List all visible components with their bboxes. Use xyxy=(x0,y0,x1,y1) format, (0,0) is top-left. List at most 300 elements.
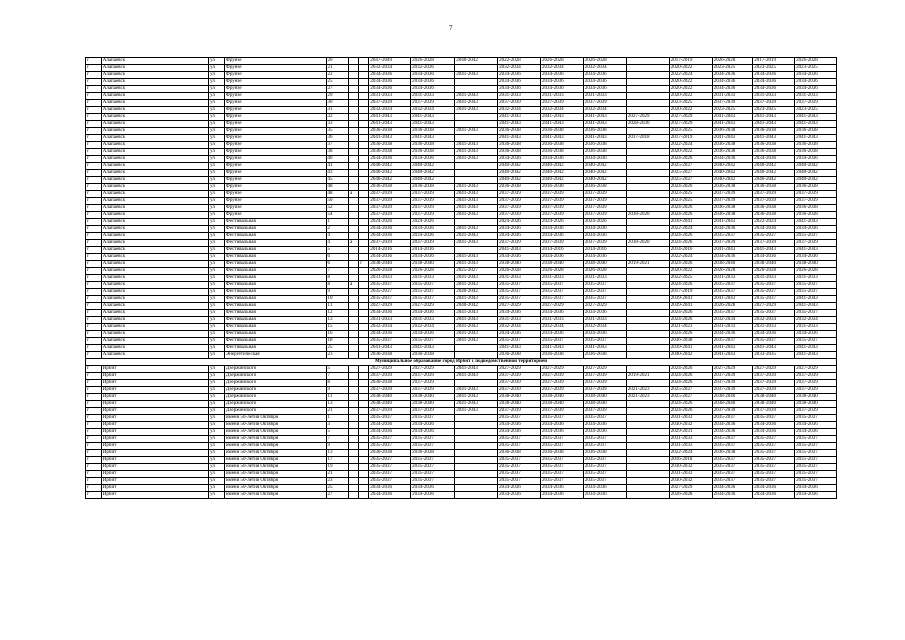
table-cell xyxy=(626,107,669,114)
table-cell: 2040-2042 xyxy=(541,177,584,184)
table-row xyxy=(86,457,837,464)
table-row xyxy=(86,156,837,163)
table-cell xyxy=(359,443,369,450)
table-cell: 2023-2025 xyxy=(795,65,837,72)
table-cell: 2035-2037 xyxy=(498,443,541,450)
table-cell: г xyxy=(359,261,369,268)
table-cell: 2037-2039 xyxy=(541,198,584,205)
table-cell: 2036-2038 xyxy=(753,149,795,156)
table-cell: 2034-2036 xyxy=(712,429,753,436)
table-cell: г xyxy=(86,436,102,443)
table-cell: 2040-2042 xyxy=(712,177,753,184)
table-cell: Алапаевск xyxy=(101,58,208,65)
table-cell: 2037-2039 xyxy=(583,240,626,247)
table-cell: 2041-2043 xyxy=(455,72,498,79)
table-cell: 2026-2028 xyxy=(712,303,753,310)
table-cell: 2031-2033 xyxy=(583,93,626,100)
table-cell xyxy=(626,282,669,289)
table-cell: Дзержинского xyxy=(224,366,326,373)
table-cell: 13 xyxy=(326,401,349,408)
table-cell: г xyxy=(86,254,102,261)
table-cell xyxy=(455,415,498,422)
table-cell: 25 xyxy=(326,345,349,352)
table-cell: 2025-2027 xyxy=(669,177,712,184)
table-cell: 2037-2039 xyxy=(712,380,753,387)
table-cell xyxy=(359,408,369,415)
table-cell: г xyxy=(86,478,102,485)
table-cell: 2031-2033 xyxy=(753,324,795,331)
table-cell: 2034-2036 xyxy=(411,226,455,233)
table-cell: 2024-2026 xyxy=(541,219,584,226)
table-row xyxy=(86,282,837,289)
table-cell xyxy=(349,121,359,128)
table-cell: 2029-2031 xyxy=(669,429,712,436)
table-cell: 41 xyxy=(326,163,349,170)
table-cell: 7 xyxy=(326,436,349,443)
table-cell: 2034-2036 xyxy=(712,86,753,93)
table-row xyxy=(86,268,837,275)
table-cell xyxy=(626,79,669,86)
table-cell xyxy=(349,471,359,478)
table-cell: 2035-2037 xyxy=(753,282,795,289)
table-cell: 2031-2033 xyxy=(411,317,455,324)
table-cell: ул xyxy=(209,366,225,373)
table-row xyxy=(86,240,837,247)
table-cell: ул xyxy=(209,443,225,450)
table-cell: 2040-2042 xyxy=(712,170,753,177)
table-cell xyxy=(359,163,369,170)
table-cell: Алапаевск xyxy=(101,198,208,205)
table-cell: Алапаевск xyxy=(101,128,208,135)
table-cell: 2034-2036 xyxy=(369,422,411,429)
table-cell xyxy=(626,93,669,100)
table-cell: г xyxy=(86,156,102,163)
table-cell: 2041-2043 xyxy=(795,135,837,142)
table-cell: 2020-2022 xyxy=(669,65,712,72)
table-row xyxy=(86,289,837,296)
table-cell: 2036-2038 xyxy=(753,142,795,149)
table-cell: 2041-2043 xyxy=(795,303,837,310)
table-cell: 27 xyxy=(326,86,349,93)
table-cell: Фестивальная xyxy=(224,275,326,282)
table-cell: 2039-2041 xyxy=(669,219,712,226)
table-cell: 2037-2039 xyxy=(369,205,411,212)
table-cell: 2036-2038 xyxy=(411,352,455,359)
table-cell: 2037-2039 xyxy=(541,205,584,212)
table-cell: 2040-2042 xyxy=(795,170,837,177)
table-cell: 2035-2037 xyxy=(583,338,626,345)
table-cell: 2021-2023 xyxy=(626,387,669,394)
table-cell: 2036-2038 xyxy=(583,142,626,149)
table-cell xyxy=(359,107,369,114)
table-cell xyxy=(359,352,369,359)
table-cell: 2038-2040 xyxy=(411,394,455,401)
table-cell: г xyxy=(86,233,102,240)
table-cell: Фрунзе xyxy=(224,100,326,107)
table-cell: 2031-2033 xyxy=(795,93,837,100)
schedule-table-wrap xyxy=(85,57,837,499)
table-cell: Алапаевск xyxy=(101,205,208,212)
table-cell: 2041-2043 xyxy=(541,121,584,128)
table-cell xyxy=(626,310,669,317)
table-cell: 2041-2043 xyxy=(455,93,498,100)
table-cell: 2041-2043 xyxy=(455,233,498,240)
table-cell: 2041-2043 xyxy=(583,114,626,121)
table-row xyxy=(86,317,837,324)
table-cell: 2041-2043 xyxy=(455,275,498,282)
table-cell xyxy=(626,422,669,429)
table-cell xyxy=(359,471,369,478)
table-cell: 2034-2036 xyxy=(369,156,411,163)
table-cell: 2035-2037 xyxy=(583,471,626,478)
table-cell: Фестивальная xyxy=(224,303,326,310)
table-cell: ул xyxy=(209,352,225,359)
table-cell: Фрунзе xyxy=(224,177,326,184)
table-cell xyxy=(349,310,359,317)
table-cell: имени 50-летия Октября xyxy=(224,485,326,492)
table-cell xyxy=(455,114,498,121)
table-cell: ул xyxy=(209,303,225,310)
table-cell: 2037-2039 xyxy=(369,100,411,107)
table-cell: Алапаевск xyxy=(101,100,208,107)
table-cell: 2035-2037 xyxy=(753,450,795,457)
table-cell: ул xyxy=(209,114,225,121)
table-cell xyxy=(349,254,359,261)
table-cell: 2041-2043 xyxy=(455,128,498,135)
table-cell xyxy=(626,450,669,457)
table-cell: ул xyxy=(209,387,225,394)
table-cell: 2034-2036 xyxy=(753,254,795,261)
table-cell: 2035-2037 xyxy=(411,478,455,485)
table-cell: 2038-2040 xyxy=(795,401,837,408)
table-cell: 2037-2039 xyxy=(753,100,795,107)
table-cell xyxy=(626,436,669,443)
table-cell: 2038-2040 xyxy=(369,394,411,401)
table-cell xyxy=(455,478,498,485)
table-cell: 2017-2018 xyxy=(626,135,669,142)
table-cell: 2034-2036 xyxy=(498,485,541,492)
table-cell: 2025-2027 xyxy=(669,163,712,170)
table-cell xyxy=(359,394,369,401)
table-cell: 2034-2036 xyxy=(712,492,753,499)
table-cell xyxy=(349,373,359,380)
table-cell: 2036-2038 xyxy=(411,128,455,135)
table-cell: 2037-2039 xyxy=(583,191,626,198)
table-cell: Фрунзе xyxy=(224,72,326,79)
table-cell xyxy=(349,142,359,149)
table-cell xyxy=(349,394,359,401)
table-row xyxy=(86,177,837,184)
table-cell: Фрунзе xyxy=(224,212,326,219)
table-cell: 9 xyxy=(326,387,349,394)
table-cell: г xyxy=(86,289,102,296)
table-cell: ул xyxy=(209,198,225,205)
table-cell: 2035-2037 xyxy=(795,338,837,345)
table-cell: 2024-2026 xyxy=(669,317,712,324)
table-cell: 2038-2040 xyxy=(498,401,541,408)
table-cell: 2022-2024 xyxy=(669,142,712,149)
table-cell: 2036-2038 xyxy=(369,450,411,457)
table-cell: 2035-2037 xyxy=(369,436,411,443)
table-cell: 2041-2043 xyxy=(712,121,753,128)
table-cell xyxy=(349,443,359,450)
table-cell xyxy=(359,93,369,100)
table-cell: г xyxy=(86,170,102,177)
table-row xyxy=(86,107,837,114)
table-row xyxy=(86,387,837,394)
table-cell: 2037-2039 xyxy=(369,191,411,198)
table-cell: 2027-2029 xyxy=(369,303,411,310)
table-cell xyxy=(349,72,359,79)
table-cell: 2037-2039 xyxy=(541,387,584,394)
table-cell xyxy=(455,219,498,226)
table-cell: 2034-2036 xyxy=(753,429,795,436)
table-cell: г xyxy=(86,464,102,471)
table-cell xyxy=(359,429,369,436)
table-cell: 2023-2025 xyxy=(669,128,712,135)
table-cell: 2034-2036 xyxy=(541,331,584,338)
table-row xyxy=(86,352,837,359)
table-cell: 2047-2049 xyxy=(369,58,411,65)
table-cell: 2034-2036 xyxy=(583,72,626,79)
table-cell: 31 xyxy=(326,107,349,114)
table-cell: 2032-2034 xyxy=(498,324,541,331)
table-cell: 2037-2039 xyxy=(795,387,837,394)
table-cell: 2024-2026 xyxy=(669,310,712,317)
table-cell: Фрунзе xyxy=(224,107,326,114)
table-cell: 2035-2037 xyxy=(541,289,584,296)
table-cell: г xyxy=(86,443,102,450)
table-cell: 2034-2036 xyxy=(753,422,795,429)
table-cell: 2014-2016 xyxy=(669,247,712,254)
table-cell: 2024-2026 xyxy=(669,205,712,212)
table-cell: 2034-2036 xyxy=(583,86,626,93)
table-cell: 2035-2037 xyxy=(795,310,837,317)
table-row xyxy=(86,331,837,338)
table-cell xyxy=(349,485,359,492)
table-cell: 2035-2037 xyxy=(369,457,411,464)
table-cell xyxy=(626,170,669,177)
table-cell: 2035-2037 xyxy=(753,289,795,296)
table-cell: 2032-2034 xyxy=(498,65,541,72)
table-cell: 2034-2036 xyxy=(369,233,411,240)
table-cell: 2027-2029 xyxy=(753,366,795,373)
table-cell: 2023-2025 xyxy=(753,65,795,72)
table-cell: 32 xyxy=(326,114,349,121)
table-cell: ул xyxy=(209,401,225,408)
table-cell: ул xyxy=(209,394,225,401)
table-cell: 2035-2037 xyxy=(795,471,837,478)
table-cell: ул xyxy=(209,450,225,457)
table-cell: 2034-2036 xyxy=(369,254,411,261)
table-cell: ул xyxy=(209,282,225,289)
table-cell: ул xyxy=(209,310,225,317)
table-cell: 2027-2029 xyxy=(411,366,455,373)
table-cell: 2035-2037 xyxy=(753,436,795,443)
table-cell: 2040-2042 xyxy=(455,303,498,310)
table-cell: ул xyxy=(209,72,225,79)
table-cell: имени 50-летия Октября xyxy=(224,450,326,457)
table-cell: 2031-2033 xyxy=(669,415,712,422)
table-cell: 2041-2043 xyxy=(583,135,626,142)
table-cell: 2034-2036 xyxy=(795,485,837,492)
table-cell: 2035-2037 xyxy=(583,282,626,289)
table-cell: 2027-2029 xyxy=(669,485,712,492)
table-cell: 2035-2037 xyxy=(753,471,795,478)
table-cell: 2031-2033 xyxy=(411,275,455,282)
table-cell: 2041-2043 xyxy=(455,387,498,394)
table-cell: 2026-2028 xyxy=(498,268,541,275)
table-cell: 2022-2024 xyxy=(669,450,712,457)
table-cell: ул xyxy=(209,212,225,219)
table-cell: г xyxy=(86,142,102,149)
table-cell: 2035-2037 xyxy=(498,464,541,471)
table-cell: 2041-2043 xyxy=(455,240,498,247)
table-cell: ул xyxy=(209,58,225,65)
table-cell xyxy=(349,352,359,359)
table-cell: 40 xyxy=(326,156,349,163)
table-cell xyxy=(349,163,359,170)
table-cell: 2041-2043 xyxy=(411,114,455,121)
table-cell: 2041-2043 xyxy=(455,212,498,219)
table-cell: 2038-2040 xyxy=(753,261,795,268)
table-cell: 2031-2033 xyxy=(669,443,712,450)
table-cell xyxy=(349,107,359,114)
table-cell: 2041-2043 xyxy=(455,226,498,233)
table-cell: 2035-2037 xyxy=(795,282,837,289)
table-cell: 2040-2042 xyxy=(455,58,498,65)
table-cell: 2037-2039 xyxy=(712,408,753,415)
table-cell: Алапаевск xyxy=(101,212,208,219)
table-cell: а xyxy=(349,282,359,289)
table-row xyxy=(86,275,837,282)
table-cell xyxy=(349,422,359,429)
table-cell: 2034-2036 xyxy=(541,310,584,317)
table-cell xyxy=(359,464,369,471)
table-row xyxy=(86,219,837,226)
table-cell: 2035-2037 xyxy=(583,457,626,464)
table-cell: Фестивальная xyxy=(224,296,326,303)
table-cell: 2033-2035 xyxy=(753,352,795,359)
table-cell: Ирбит xyxy=(101,443,208,450)
table-cell: 2014-2016 xyxy=(583,247,626,254)
table-cell: ул xyxy=(209,156,225,163)
table-cell: Алапаевск xyxy=(101,331,208,338)
table-body-irbit xyxy=(86,366,837,499)
table-cell: 2036-2038 xyxy=(753,205,795,212)
table-cell: 2035-2037 xyxy=(411,296,455,303)
table-cell: 2041-2043 xyxy=(753,247,795,254)
table-cell: 2031-2033 xyxy=(369,317,411,324)
table-cell: 2035-2037 xyxy=(795,289,837,296)
table-cell: 2024-2026 xyxy=(669,366,712,373)
table-cell: г xyxy=(86,65,102,72)
table-cell: Ирбит xyxy=(101,373,208,380)
table-cell: 2037-2039 xyxy=(498,212,541,219)
table-cell: 2037-2039 xyxy=(541,100,584,107)
table-cell xyxy=(349,100,359,107)
table-cell: 2034-2036 xyxy=(498,226,541,233)
table-cell xyxy=(349,338,359,345)
table-cell xyxy=(455,450,498,457)
table-cell xyxy=(359,282,369,289)
table-cell: 2035-2037 xyxy=(712,443,753,450)
table-cell: 2026-2028 xyxy=(795,58,837,65)
table-cell: 29 xyxy=(326,93,349,100)
table-cell: 13 xyxy=(326,450,349,457)
table-cell: 2037-2039 xyxy=(753,408,795,415)
table-cell: 2037-2039 xyxy=(411,408,455,415)
table-cell: Алапаевск xyxy=(101,65,208,72)
table-cell: 2036-2038 xyxy=(541,149,584,156)
table-cell xyxy=(349,268,359,275)
table-cell: 2037-2039 xyxy=(498,191,541,198)
table-cell xyxy=(349,429,359,436)
table-cell: 2034-2036 xyxy=(369,429,411,436)
table-cell: 2038-2040 xyxy=(498,261,541,268)
table-cell: 2035-2037 xyxy=(411,289,455,296)
table-cell: 2034-2036 xyxy=(583,422,626,429)
table-cell xyxy=(626,275,669,282)
table-cell: 2037-2039 xyxy=(369,373,411,380)
table-cell: Алапаевск xyxy=(101,296,208,303)
table-cell: 2041-2043 xyxy=(541,345,584,352)
table-cell xyxy=(359,72,369,79)
table-cell: г xyxy=(86,352,102,359)
table-cell: 2034-2036 xyxy=(753,156,795,163)
table-cell: 2034-2036 xyxy=(712,254,753,261)
table-cell: Ирбит xyxy=(101,366,208,373)
table-cell: 2041-2043 xyxy=(455,191,498,198)
table-cell: 2022-2024 xyxy=(753,219,795,226)
table-cell: г xyxy=(86,275,102,282)
table-cell: г xyxy=(86,450,102,457)
table-cell: 54 xyxy=(326,212,349,219)
table-cell xyxy=(626,289,669,296)
table-cell: 2041-2043 xyxy=(455,317,498,324)
table-cell xyxy=(626,100,669,107)
table-cell: ул xyxy=(209,170,225,177)
table-cell: 2034-2036 xyxy=(411,254,455,261)
table-cell: 2031-2033 xyxy=(498,275,541,282)
table-cell: 2023-2025 xyxy=(753,107,795,114)
table-cell xyxy=(349,478,359,485)
table-cell: 2040-2042 xyxy=(498,163,541,170)
table-cell: г xyxy=(86,492,102,499)
table-cell xyxy=(455,65,498,72)
table-cell: Алапаевск xyxy=(101,79,208,86)
table-cell xyxy=(349,219,359,226)
table-cell: 2035-2037 xyxy=(498,415,541,422)
table-cell: 2034-2036 xyxy=(411,485,455,492)
table-cell: г xyxy=(86,93,102,100)
table-cell: 2041-2043 xyxy=(541,114,584,121)
table-cell xyxy=(455,345,498,352)
table-cell: 2036-2038 xyxy=(583,450,626,457)
table-cell: 2037-2039 xyxy=(583,100,626,107)
table-cell: 2040-2042 xyxy=(583,170,626,177)
table-cell: 2027-2029 xyxy=(669,121,712,128)
table-cell: 8 xyxy=(326,380,349,387)
table-cell: 2034-2036 xyxy=(795,492,837,499)
table-cell: 2034-2036 xyxy=(498,422,541,429)
table-cell: 2041-2043 xyxy=(369,345,411,352)
table-cell: 2034-2036 xyxy=(541,226,584,233)
table-cell: 2041-2043 xyxy=(455,310,498,317)
table-cell xyxy=(359,247,369,254)
table-cell: 43 xyxy=(326,170,349,177)
table-row xyxy=(86,212,837,219)
